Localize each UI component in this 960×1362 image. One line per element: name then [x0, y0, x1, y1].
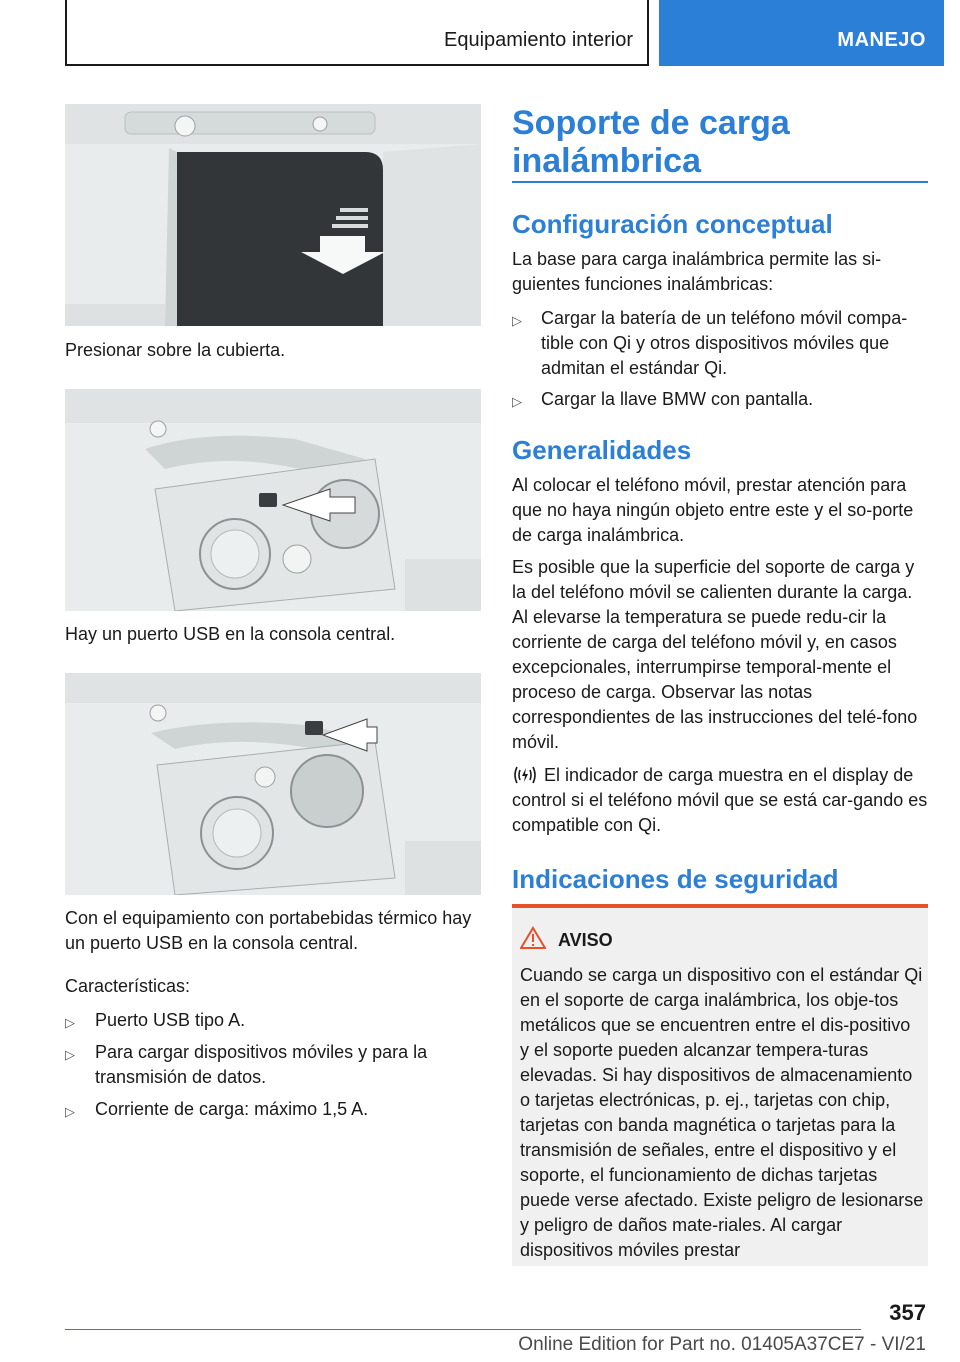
paragraph-configuracion: La base para carga inalámbrica permite las si-guientes funciones inalámbricas:	[512, 249, 882, 294]
footer-divider	[65, 1329, 861, 1330]
heading-generalidades: Generalidades	[512, 435, 692, 465]
paragraph-generalidades-1: Al colocar el teléfono móvil, prestar atención para que no haya ningún objeto entre este y el so-porte de carga inalámbrica.	[512, 475, 914, 545]
page-title: Soporte de carga inalámbrica	[512, 104, 790, 180]
header-chapter-label: MANEJO	[837, 29, 926, 51]
warning-triangle-icon	[520, 926, 546, 950]
paragraph-generalidades-2: Es posible que la superficie del soporte de carga y la del teléfono móvil se calienten durante la carga. Al elevarse la temperatura se puede redu-cir la corriente de carga del teléfono móvil y, en casos excepcionales, interrumpirse temporal-mente el proceso de carga. Observar las notas correspondientes de las instrucciones del telé-fono móvil.	[512, 557, 918, 752]
footer-edition: Online Edition for Part no. 01405A37CE7 - VI/21	[518, 1334, 926, 1355]
warning-text: Cuando se carga un dispositivo con el estándar Qi en el soporte de carga inalámbrica, los obje-tos metálicos que se encuentren entre el dis-positivo y el soporte pueden alcanzar tempera-turas elevadas. Si hay dispositivos de almacenamiento o tarjetas electrónicas, p. ej., tarjetas con chip, tarjetas con banda magnética o tarjetas para la transmisión de señales, entre el dispositivo y el soporte, el funcionamiento de dichas tarjetas puede verse afectado. Existe peligro de lesionarse y peligro de daños mate-riales. Al cargar dispositivos móviles prestar	[520, 965, 924, 1260]
qi-charging-icon	[512, 765, 538, 785]
caption-figure-3: Con el equipamiento con portabebidas térmico hay un puerto USB en la consola central.	[65, 908, 472, 953]
heading-configuracion: Configuración conceptual	[512, 209, 833, 239]
list-item: ▷ Corriente de carga: máximo 1,5 A.	[65, 1097, 485, 1122]
bullet-triangle-icon: ▷	[65, 1015, 75, 1030]
bullet-triangle-icon: ▷	[512, 394, 522, 409]
figure-charging-cover	[65, 104, 481, 326]
bullet-triangle-icon: ▷	[65, 1104, 75, 1119]
caption-figure-1: Presionar sobre la cubierta.	[65, 340, 286, 360]
header-section-box	[65, 0, 649, 66]
heading-seguridad: Indicaciones de seguridad	[512, 864, 839, 894]
list-item: ▷ Para cargar dispositivos móviles y para la transmisión de datos.	[65, 1042, 428, 1087]
list-item: ▷ Cargar la batería de un teléfono móvil compa-tible con Qi y otros dispositivos móviles que admitan el estándar Qi.	[512, 308, 908, 378]
list-item: ▷ Puerto USB tipo A.	[65, 1008, 485, 1033]
list-item: ▷ Cargar la llave BMW con pantalla.	[512, 387, 928, 412]
title-divider	[512, 181, 928, 183]
caption-figure-2: Hay un puerto USB en la consola central.	[65, 624, 396, 644]
paragraph-generalidades-3: El indicador de carga muestra en el display de control si el teléfono móvil que se está car-gando es compatible con Qi.	[512, 765, 928, 835]
header-section-title: Equipamiento interior	[444, 29, 633, 51]
figure-usb-thermal-cupholder	[65, 673, 481, 895]
bullet-triangle-icon: ▷	[512, 313, 522, 328]
bullet-triangle-icon: ▷	[65, 1047, 75, 1062]
figure-usb-console	[65, 389, 481, 611]
warning-label: AVISO	[558, 930, 613, 950]
features-label: Características:	[65, 976, 191, 996]
header-chapter-tab[interactable]	[659, 0, 944, 66]
page-number: 357	[889, 1300, 926, 1325]
